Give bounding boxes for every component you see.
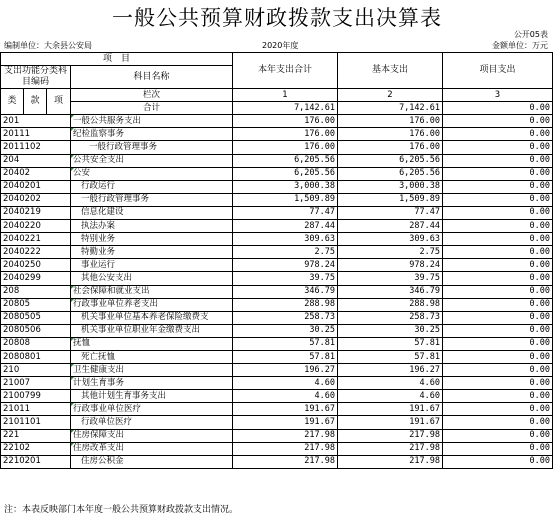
- table-row: [1, 364, 553, 377]
- row-name: 纪检监察事务: [71, 128, 233, 141]
- row-project: 0.00: [443, 311, 553, 324]
- row-code: 22102: [1, 442, 71, 455]
- row-project: 0.00: [443, 377, 553, 390]
- row-code: 2101101: [1, 416, 71, 429]
- row-total: 4.60: [233, 390, 338, 403]
- row-name: 卫生健康支出: [71, 364, 233, 377]
- row-total: 6,205.56: [233, 154, 338, 167]
- row-project: 0.00: [443, 403, 553, 416]
- column-index-3: 3: [443, 89, 553, 102]
- row-code: 2040222: [1, 246, 71, 259]
- row-code: 221: [1, 429, 71, 442]
- row-code: 2011102: [1, 141, 71, 154]
- row-basic: 176.00: [338, 115, 443, 128]
- column-index-label: 栏次: [71, 89, 233, 102]
- row-total: 3,000.38: [233, 180, 338, 193]
- row-name: 公安: [71, 167, 233, 180]
- row-basic: 4.60: [338, 377, 443, 390]
- row-project: 0.00: [443, 246, 553, 259]
- row-total: 191.67: [233, 416, 338, 429]
- row-basic: 191.67: [338, 403, 443, 416]
- row-basic: 30.25: [338, 324, 443, 337]
- header-basic: 基本支出: [338, 53, 443, 89]
- row-total: 1,509.89: [233, 193, 338, 206]
- row-code: 2040221: [1, 233, 71, 246]
- row-name: 一般行政管理事务: [71, 141, 233, 154]
- sum-total: 7,142.61: [233, 102, 338, 115]
- row-name: 机关事业单位职业年金缴费支出: [71, 324, 233, 337]
- table-row: [1, 429, 553, 442]
- table-row: [1, 141, 553, 154]
- expenditure-table: [0, 52, 553, 469]
- row-name: 事业运行: [71, 259, 233, 272]
- table-row: [1, 246, 553, 259]
- header-item: 项 目: [1, 53, 233, 66]
- row-total: 39.75: [233, 272, 338, 285]
- row-project: 0.00: [443, 390, 553, 403]
- column-index-2: 2: [338, 89, 443, 102]
- table-row: [1, 233, 553, 246]
- row-basic: 2.75: [338, 246, 443, 259]
- row-project: 0.00: [443, 364, 553, 377]
- row-name: 一般公共服务支出: [71, 115, 233, 128]
- document-title: 一般公共预算财政拨款支出决算表: [112, 6, 442, 30]
- row-total: 196.27: [233, 364, 338, 377]
- row-code: 2100799: [1, 390, 71, 403]
- column-index-1: 1: [233, 89, 338, 102]
- row-basic: 258.73: [338, 311, 443, 324]
- row-project: 0.00: [443, 350, 553, 363]
- row-total: 217.98: [233, 455, 338, 468]
- row-basic: 57.81: [338, 337, 443, 350]
- table-row: [1, 154, 553, 167]
- row-basic: 6,205.56: [338, 154, 443, 167]
- row-code: 208: [1, 285, 71, 298]
- row-total: 176.00: [233, 115, 338, 128]
- row-basic: 217.98: [338, 455, 443, 468]
- table-row: [1, 115, 553, 128]
- row-basic: 39.75: [338, 272, 443, 285]
- table-row: [1, 455, 553, 468]
- header-code-group: 支出功能分类科目编码: [1, 66, 71, 89]
- row-code: 20808: [1, 337, 71, 350]
- header-lei: 类: [1, 89, 24, 115]
- row-basic: 346.79: [338, 285, 443, 298]
- row-name: 计划生育事务: [71, 377, 233, 390]
- row-project: 0.00: [443, 285, 553, 298]
- row-total: 176.00: [233, 128, 338, 141]
- row-basic: 1,509.89: [338, 193, 443, 206]
- row-total: 77.47: [233, 206, 338, 219]
- table-row: [1, 128, 553, 141]
- table-row: [1, 206, 553, 219]
- row-name: 行政单位医疗: [71, 416, 233, 429]
- sum-project: 0.00: [443, 102, 553, 115]
- row-name: 公共安全支出: [71, 154, 233, 167]
- table-row: [1, 220, 553, 233]
- row-code: 2040250: [1, 259, 71, 272]
- fiscal-year: 2020年度: [262, 41, 299, 50]
- sum-label: 合计: [71, 102, 233, 115]
- row-project: 0.00: [443, 220, 553, 233]
- row-code: 2210201: [1, 455, 71, 468]
- row-code: 21011: [1, 403, 71, 416]
- row-total: 57.81: [233, 337, 338, 350]
- row-project: 0.00: [443, 298, 553, 311]
- table-row: [1, 403, 553, 416]
- row-name: 住房保障支出: [71, 429, 233, 442]
- header-name: 科目名称: [71, 66, 233, 89]
- row-code: 2080506: [1, 324, 71, 337]
- row-name: 其他公安支出: [71, 272, 233, 285]
- row-project: 0.00: [443, 180, 553, 193]
- row-code: 204: [1, 154, 71, 167]
- row-basic: 287.44: [338, 220, 443, 233]
- row-code: 20111: [1, 128, 71, 141]
- compiling-unit: 编制单位：大余县公安局: [4, 41, 92, 50]
- row-code: 2080505: [1, 311, 71, 324]
- row-total: 30.25: [233, 324, 338, 337]
- row-total: 978.24: [233, 259, 338, 272]
- table-row: [1, 350, 553, 363]
- table-row: [1, 193, 553, 206]
- row-basic: 176.00: [338, 128, 443, 141]
- row-total: 217.98: [233, 442, 338, 455]
- row-basic: 217.98: [338, 429, 443, 442]
- row-name: 行政事业单位医疗: [71, 403, 233, 416]
- table-row: [1, 377, 553, 390]
- row-project: 0.00: [443, 455, 553, 468]
- row-name: 其他计划生育事务支出: [71, 390, 233, 403]
- row-name: 死亡抚恤: [71, 350, 233, 363]
- row-code: 2040202: [1, 193, 71, 206]
- row-name: 行政运行: [71, 180, 233, 193]
- row-project: 0.00: [443, 324, 553, 337]
- row-basic: 978.24: [338, 259, 443, 272]
- row-basic: 309.63: [338, 233, 443, 246]
- currency-unit: 金额单位：万元: [492, 41, 548, 50]
- row-name: 一般行政管理事务: [71, 193, 233, 206]
- row-project: 0.00: [443, 154, 553, 167]
- row-code: 2040201: [1, 180, 71, 193]
- row-name: 机关事业单位基本养老保险缴费支: [71, 311, 233, 324]
- row-project: 0.00: [443, 233, 553, 246]
- row-total: 176.00: [233, 141, 338, 154]
- row-code: 2080801: [1, 350, 71, 363]
- row-total: 6,205.56: [233, 167, 338, 180]
- sum-basic: 7,142.61: [338, 102, 443, 115]
- row-name: 特别业务: [71, 233, 233, 246]
- row-project: 0.00: [443, 416, 553, 429]
- row-basic: 196.27: [338, 364, 443, 377]
- row-total: 4.60: [233, 377, 338, 390]
- row-name: 行政事业单位养老支出: [71, 298, 233, 311]
- row-project: 0.00: [443, 193, 553, 206]
- row-project: 0.00: [443, 442, 553, 455]
- table-row: [1, 337, 553, 350]
- row-project: 0.00: [443, 259, 553, 272]
- row-code: 20805: [1, 298, 71, 311]
- row-basic: 288.98: [338, 298, 443, 311]
- table-row: [1, 298, 553, 311]
- table-row: [1, 180, 553, 193]
- row-basic: 217.98: [338, 442, 443, 455]
- row-code: 201: [1, 115, 71, 128]
- header-xiang: 项: [47, 89, 71, 115]
- row-project: 0.00: [443, 429, 553, 442]
- form-number: 公开05表: [513, 30, 548, 39]
- header-total: 本年支出合计: [233, 53, 338, 89]
- row-code: 2040299: [1, 272, 71, 285]
- row-name: 住房公积金: [71, 455, 233, 468]
- row-total: 258.73: [233, 311, 338, 324]
- row-code: 2040220: [1, 220, 71, 233]
- row-basic: 176.00: [338, 141, 443, 154]
- row-code: 21007: [1, 377, 71, 390]
- table-note: 注：本表反映部门本年度一般公共预算财政拨款支出情况。: [4, 505, 239, 515]
- row-total: 191.67: [233, 403, 338, 416]
- row-name: 社会保障和就业支出: [71, 285, 233, 298]
- row-total: 57.81: [233, 350, 338, 363]
- row-name: 信息化建设: [71, 206, 233, 219]
- row-project: 0.00: [443, 141, 553, 154]
- row-name: 特勤业务: [71, 246, 233, 259]
- row-name: 住房改革支出: [71, 442, 233, 455]
- row-total: 309.63: [233, 233, 338, 246]
- row-project: 0.00: [443, 272, 553, 285]
- table-row: [1, 324, 553, 337]
- row-name: 抚恤: [71, 337, 233, 350]
- row-total: 2.75: [233, 246, 338, 259]
- row-basic: 191.67: [338, 416, 443, 429]
- row-basic: 57.81: [338, 350, 443, 363]
- row-total: 288.98: [233, 298, 338, 311]
- table-row: [1, 272, 553, 285]
- row-project: 0.00: [443, 128, 553, 141]
- table-row: [1, 390, 553, 403]
- row-code: 20402: [1, 167, 71, 180]
- row-code: 2040219: [1, 206, 71, 219]
- row-total: 287.44: [233, 220, 338, 233]
- row-name: 执法办案: [71, 220, 233, 233]
- row-total: 346.79: [233, 285, 338, 298]
- header-kuan: 款: [24, 89, 47, 115]
- row-project: 0.00: [443, 337, 553, 350]
- table-row: [1, 416, 553, 429]
- row-project: 0.00: [443, 115, 553, 128]
- row-basic: 77.47: [338, 206, 443, 219]
- table-row: [1, 311, 553, 324]
- table-row: [1, 285, 553, 298]
- table-row: [1, 259, 553, 272]
- row-code: 210: [1, 364, 71, 377]
- row-basic: 4.60: [338, 390, 443, 403]
- row-project: 0.00: [443, 167, 553, 180]
- header-project: 项目支出: [443, 53, 553, 89]
- row-project: 0.00: [443, 206, 553, 219]
- row-total: 217.98: [233, 429, 338, 442]
- table-row: [1, 442, 553, 455]
- row-basic: 3,000.38: [338, 180, 443, 193]
- table-row: [1, 167, 553, 180]
- row-basic: 6,205.56: [338, 167, 443, 180]
